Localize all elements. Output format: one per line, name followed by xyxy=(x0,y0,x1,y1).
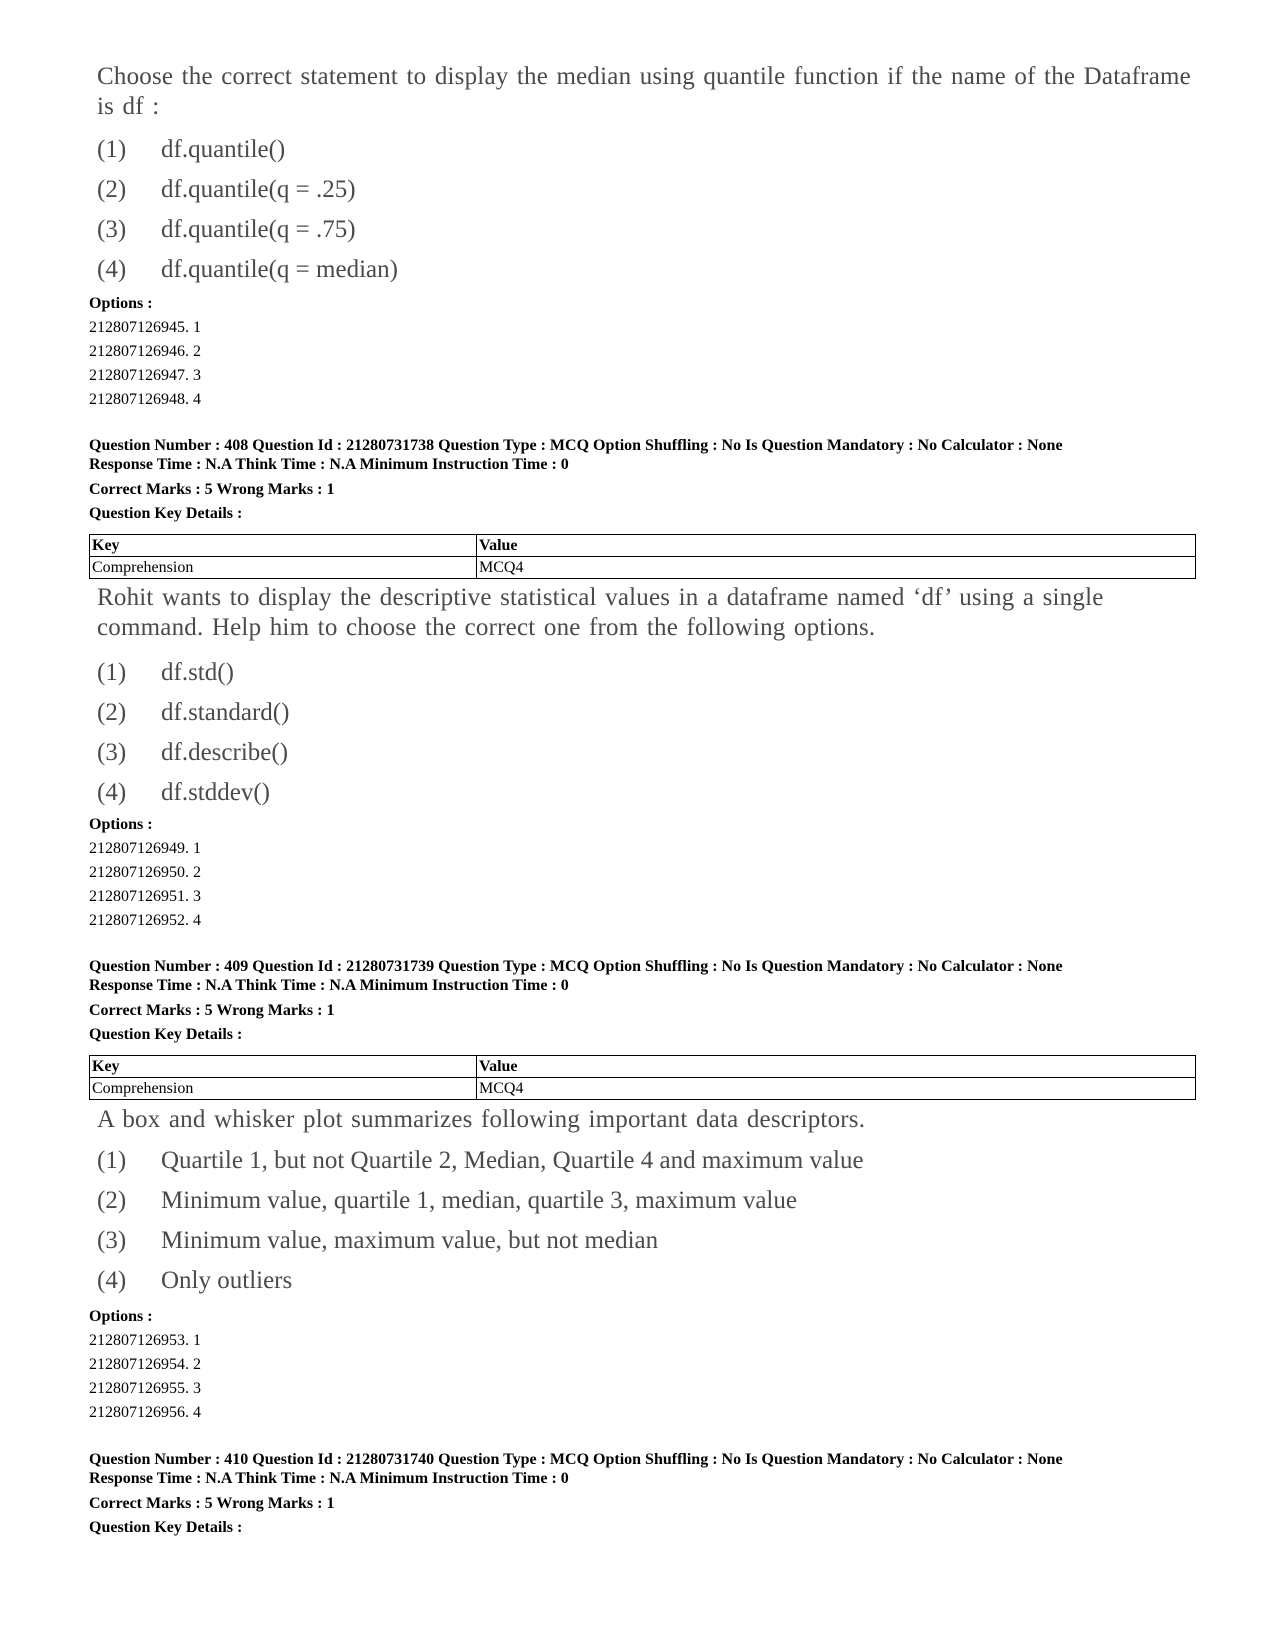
key-details-table-409 xyxy=(89,1055,1196,1100)
options-label: Options : xyxy=(89,1308,153,1325)
question-410-meta xyxy=(89,1450,1063,1540)
key-details-table-408 xyxy=(89,534,1196,579)
table-header-key: Key xyxy=(90,535,477,557)
options-list-409 xyxy=(89,1305,201,1425)
choice-2: (2) df.quantile(q = .25) xyxy=(97,176,356,203)
table-header-key: Key xyxy=(90,1056,477,1078)
question-408-image xyxy=(97,583,1207,813)
option-item: 212807126946. 2 xyxy=(89,343,201,360)
option-item: 212807126954. 2 xyxy=(89,1356,201,1373)
options-list-407 xyxy=(89,292,201,412)
option-item: 212807126955. 3 xyxy=(89,1380,201,1397)
question-meta-line: Question Number : 410 Question Id : 21280731740 Question Type : MCQ Option Shuffling : No Is Question Mandatory : No Calculator : None xyxy=(89,1451,1063,1468)
choice-2: (2) df.standard() xyxy=(97,699,290,726)
choice-3: (3) df.describe() xyxy=(97,739,289,766)
option-item: 212807126956. 4 xyxy=(89,1404,201,1421)
choice-4: (4) df.stddev() xyxy=(97,779,270,806)
option-item: 212807126949. 1 xyxy=(89,840,201,857)
choice-1: (1) df.std() xyxy=(97,659,234,686)
question-key-details-label: Question Key Details : xyxy=(89,1026,243,1043)
question-key-details-label: Question Key Details : xyxy=(89,505,243,522)
table-cell-value: MCQ4 xyxy=(477,1078,1196,1100)
table-header-value: Value xyxy=(477,535,1196,557)
table-cell-key: Comprehension xyxy=(90,1078,477,1100)
options-label: Options : xyxy=(89,295,153,312)
question-marks: Correct Marks : 5 Wrong Marks : 1 xyxy=(89,481,335,498)
question-timing-line: Response Time : N.A Think Time : N.A Minimum Instruction Time : 0 xyxy=(89,977,569,994)
option-item: 212807126951. 3 xyxy=(89,888,201,905)
question-409-image xyxy=(97,1105,1207,1301)
question-marks: Correct Marks : 5 Wrong Marks : 1 xyxy=(89,1002,335,1019)
choice-2: (2) Minimum value, quartile 1, median, quartile 3, maximum value xyxy=(97,1187,797,1214)
question-409-meta xyxy=(89,957,1063,1047)
option-item: 212807126953. 1 xyxy=(89,1332,201,1349)
choice-3: (3) df.quantile(q = .75) xyxy=(97,216,356,243)
option-item: 212807126952. 4 xyxy=(89,912,201,929)
table-cell-key: Comprehension xyxy=(90,557,477,579)
options-list-408 xyxy=(89,813,201,933)
choice-3: (3) Minimum value, maximum value, but not median xyxy=(97,1227,659,1254)
choice-4: (4) df.quantile(q = median) xyxy=(97,256,398,283)
question-408-meta xyxy=(89,436,1063,526)
choice-1: (1) Quartile 1, but not Quartile 2, Median, Quartile 4 and maximum value xyxy=(97,1147,864,1174)
options-label: Options : xyxy=(89,816,153,833)
question-meta-line: Question Number : 409 Question Id : 21280731739 Question Type : MCQ Option Shuffling : No Is Question Mandatory : No Calculator : None xyxy=(89,958,1063,975)
question-timing-line: Response Time : N.A Think Time : N.A Minimum Instruction Time : 0 xyxy=(89,1470,569,1487)
question-meta-line: Question Number : 408 Question Id : 21280731738 Question Type : MCQ Option Shuffling : No Is Question Mandatory : No Calculator : None xyxy=(89,437,1063,454)
choice-1: (1) df.quantile() xyxy=(97,136,286,163)
question-marks: Correct Marks : 5 Wrong Marks : 1 xyxy=(89,1495,335,1512)
question-407-image xyxy=(97,62,1207,290)
question-text: Rohit wants to display the descriptive statistical values in a dataframe named ‘df’ using a single command. Help him to choose the correct one from the following options. xyxy=(97,584,1104,641)
option-item: 212807126948. 4 xyxy=(89,391,201,408)
question-text: Choose the correct statement to display the median using quantile function if the name of the Dataframe is df : xyxy=(97,63,1191,120)
option-item: 212807126947. 3 xyxy=(89,367,201,384)
question-key-details-label: Question Key Details : xyxy=(89,1519,243,1536)
option-item: 212807126945. 1 xyxy=(89,319,201,336)
question-text: A box and whisker plot summarizes following important data descriptors. xyxy=(97,1106,866,1133)
table-header-value: Value xyxy=(477,1056,1196,1078)
question-timing-line: Response Time : N.A Think Time : N.A Minimum Instruction Time : 0 xyxy=(89,456,569,473)
table-cell-value: MCQ4 xyxy=(477,557,1196,579)
option-item: 212807126950. 2 xyxy=(89,864,201,881)
choice-4: (4) Only outliers xyxy=(97,1267,293,1294)
